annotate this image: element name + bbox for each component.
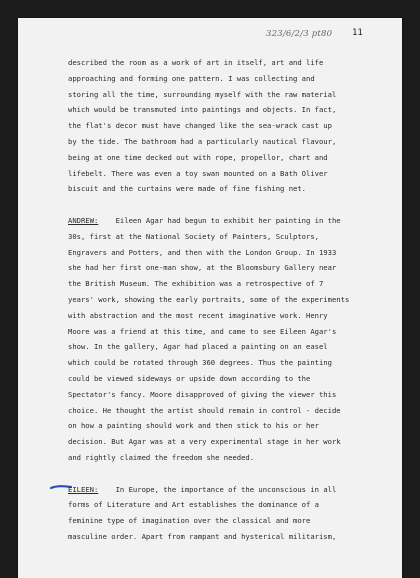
text-line: lifebelt. There was even a toy swan mounted on a Bath Oliver	[68, 168, 328, 178]
text-line: feminine type of imagination over the classical and more	[68, 516, 311, 526]
text-line	[68, 482, 398, 498]
document-page	[18, 18, 402, 578]
page-number: 11	[352, 28, 363, 38]
text-line: storing all the time, surrounding myself with the raw material	[68, 89, 337, 99]
text-line: she had her first one-man show, at the Bloomsbury Gallery near	[68, 263, 337, 273]
text-line: years' work, showing the early portraits, some of the experiments	[68, 294, 350, 304]
text-line: being at one time decked out with rope, propellor, chart and	[68, 152, 328, 162]
text-line: described the room as a work of art in itself, art and life	[68, 58, 324, 67]
text-line: show. In the gallery, Agar had placed a painting on an easel	[68, 342, 328, 352]
text-line: the British Museum. The exhibition was a retrospective of 7	[68, 279, 324, 289]
text-line: masculine order. Apart from rampant and hysterical militarism,	[68, 531, 337, 541]
text-line	[68, 213, 398, 229]
text-line: by the tide. The bathroom had a particularly nautical flavour,	[68, 136, 337, 146]
text-line-content: Eileen Agar had begun to exhibit her painting in the	[98, 215, 341, 225]
text-line: and rightly claimed the freedom she needed.	[68, 452, 255, 462]
speaker-label: EILEEN:	[68, 484, 99, 494]
speaker-label: ANDREW:	[68, 215, 99, 225]
text-line: choice. He thought the artist should remain in control - decide	[68, 405, 341, 415]
text-line: decision. But Agar was at a very experimental stage in her work	[68, 437, 341, 447]
text-line-content: In Europe, the importance of the unconscious in all	[98, 484, 337, 494]
text-line: which would be transmuted into paintings and objects. In fact,	[68, 105, 337, 115]
text-line: forms of Literature and Art establishes the dominance of a	[68, 500, 319, 510]
text-line: with abstraction and the most recent imaginative work. Henry	[68, 310, 328, 320]
transcript-body	[68, 55, 398, 545]
paragraph-andrew	[68, 213, 398, 466]
text-line: Engravers and Potters, and then with the London Group. In 1933	[68, 247, 337, 257]
text-line: the flat's decor must have changed like the sea-wrack cast up	[68, 121, 332, 131]
archive-reference: 323/6/2/3 pt80	[266, 29, 333, 39]
text-line: on how a painting should work and then stick to his or her	[68, 421, 319, 431]
paragraph-eileen	[68, 482, 398, 545]
text-line: approaching and forming one pattern. I was collecting and	[68, 73, 315, 83]
text-line: Moore was a friend at this time, and came to see Eileen Agar's	[68, 326, 337, 336]
text-line: which could be rotated through 360 degrees. Thus the painting	[68, 358, 332, 368]
text-line: Spectator's fancy. Moore disapproved of giving the viewer this	[68, 389, 337, 399]
paragraph-narrative	[68, 55, 398, 197]
text-line: biscuit and the curtains were made of fine fishing net.	[68, 184, 306, 194]
text-line: 30s, first at the National Society of Painters, Sculptors,	[68, 231, 319, 241]
text-line: could be viewed sideways or upside down according to the	[68, 373, 311, 383]
